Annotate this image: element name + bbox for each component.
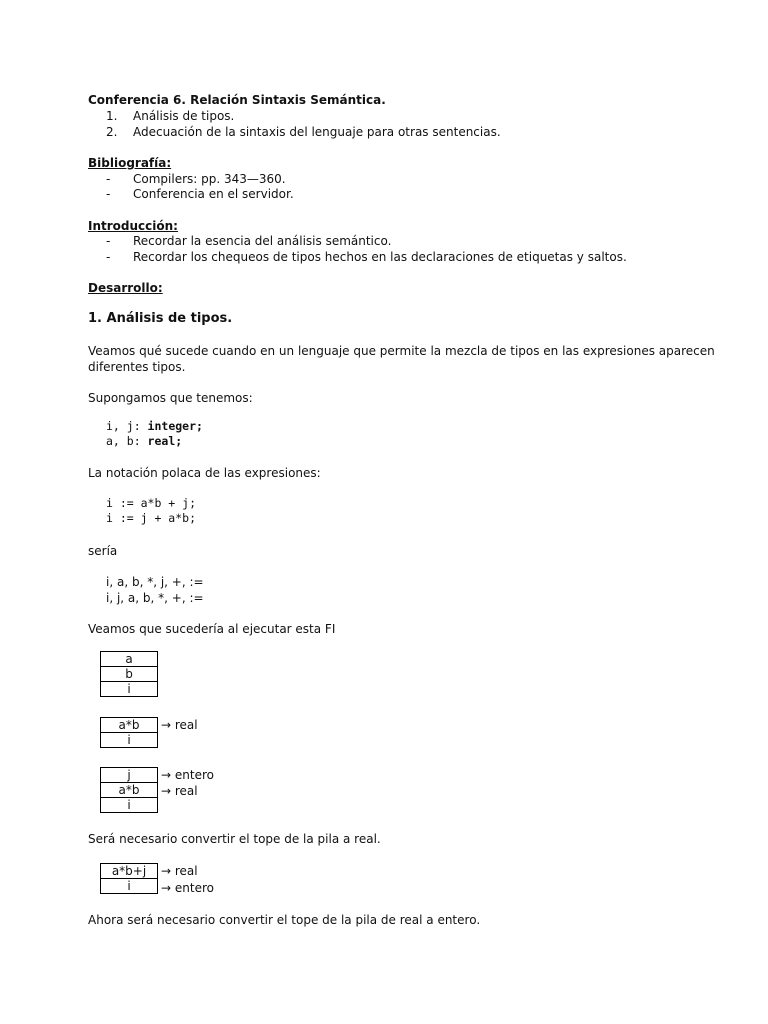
paragraph: Será necesario convertir el tope de la pila a real.	[88, 832, 381, 846]
paragraph: Supongamos que tenemos:	[88, 391, 253, 405]
bullet-dash: -	[106, 172, 111, 186]
polish-notation: i, a, b, *, j, +, :=	[106, 575, 204, 589]
paragraph: Veamos que sucedería al ejecutar esta FI	[88, 622, 336, 636]
stack-cell: i	[101, 879, 158, 894]
stack-cell: b	[101, 667, 158, 682]
outline-number-1: 1.	[106, 109, 118, 123]
type-annotation: → real	[161, 718, 198, 732]
stack-diagram-2	[100, 717, 158, 748]
stack-diagram-3	[100, 767, 158, 813]
type-annotation: → real	[161, 784, 198, 798]
bullet-dash: -	[106, 250, 111, 264]
code-expression: i := j + a*b;	[106, 511, 197, 525]
code-declaration: i, j: integer;	[106, 419, 203, 433]
introduccion-item-2: Recordar los chequeos de tipos hechos en las declaraciones de etiquetas y saltos.	[133, 250, 627, 264]
paragraph: La notación polaca de las expresiones:	[88, 466, 321, 480]
stack-cell: a*b+j	[101, 864, 158, 879]
bibliografia-item-2: Conferencia en el servidor.	[133, 187, 294, 201]
type-annotation: → entero	[161, 768, 214, 782]
bibliografia-item-1: Compilers: pp. 343—360.	[133, 172, 286, 186]
code-expression: i := a*b + j;	[106, 496, 197, 510]
stack-cell: a*b	[101, 718, 158, 733]
code-declaration: a, b: real;	[106, 434, 183, 448]
desarrollo-heading: Desarrollo:	[88, 281, 163, 295]
type-annotation: → entero	[161, 881, 214, 895]
bibliografia-heading: Bibliografía:	[88, 156, 172, 170]
stack-cell: a	[101, 652, 158, 667]
paragraph: Ahora será necesario convertir el tope de la pila de real a entero.	[88, 913, 481, 927]
introduccion-item-1: Recordar la esencia del análisis semántico.	[133, 234, 392, 248]
bullet-dash: -	[106, 187, 111, 201]
type-annotation: → real	[161, 864, 198, 878]
document-title: Conferencia 6. Relación Sintaxis Semántica.	[88, 93, 386, 107]
paragraph-line: diferentes tipos.	[88, 360, 186, 374]
stack-cell: i	[101, 798, 158, 813]
polish-notation: i, j, a, b, *, +, :=	[106, 591, 204, 605]
stack-diagram-4	[100, 863, 158, 894]
outline-item-2: Adecuación de la sintaxis del lenguaje para otras sentencias.	[133, 125, 501, 139]
stack-diagram-1	[100, 651, 158, 697]
paragraph-line: Veamos qué sucede cuando en un lenguaje que permite la mezcla de tipos en las expresiones aparecen	[88, 344, 715, 358]
outline-item-1: Análisis de tipos.	[133, 109, 235, 123]
section-heading: 1. Análisis de tipos.	[88, 311, 233, 326]
paragraph: sería	[88, 544, 118, 558]
stack-cell: i	[101, 733, 158, 748]
bullet-dash: -	[106, 234, 111, 248]
stack-cell: j	[101, 768, 158, 783]
outline-number-2: 2.	[106, 125, 118, 139]
stack-cell: a*b	[101, 783, 158, 798]
stack-cell: i	[101, 682, 158, 697]
introduccion-heading: Introducción:	[88, 219, 178, 233]
